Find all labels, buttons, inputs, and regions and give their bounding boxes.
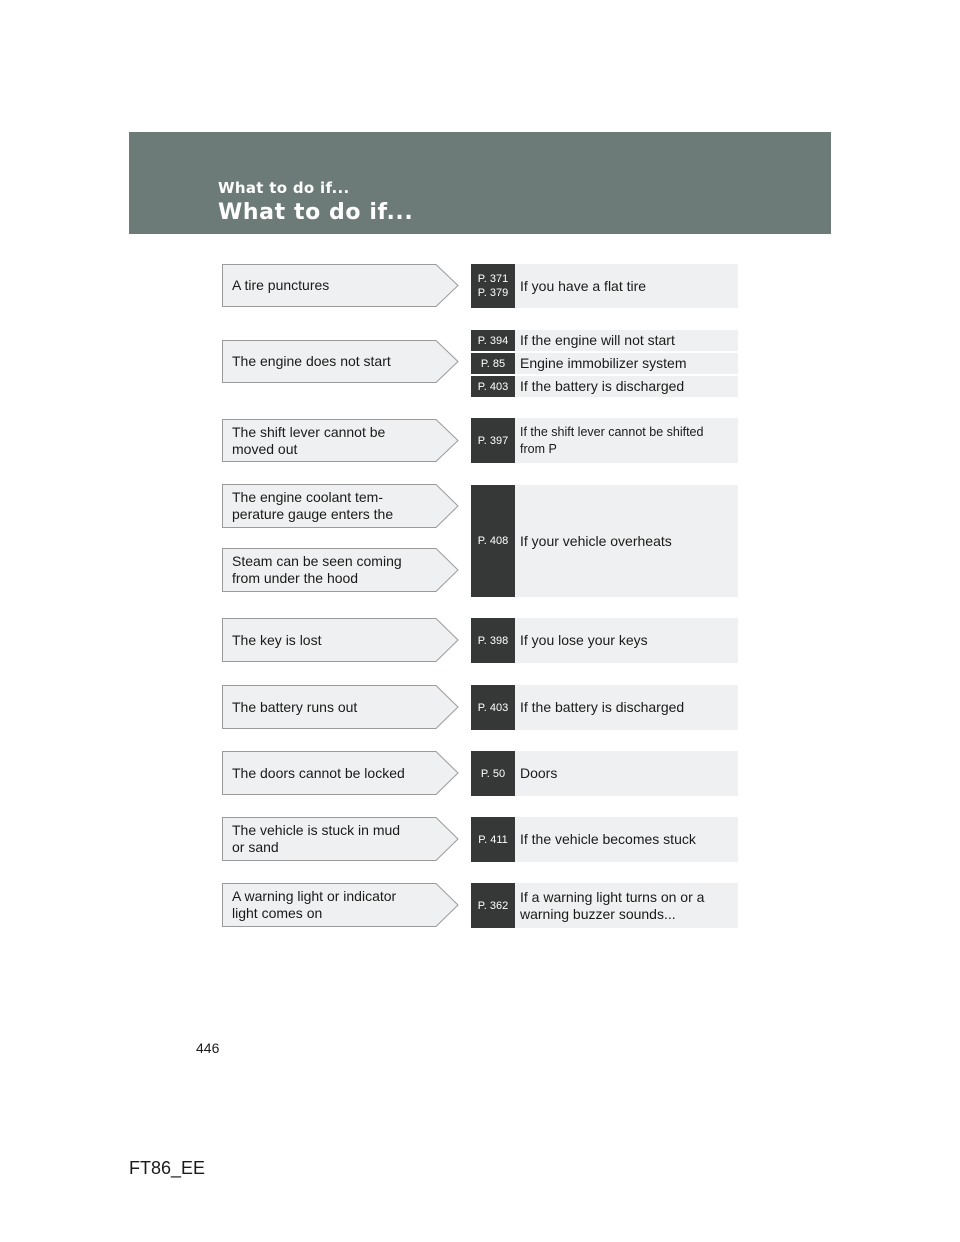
condition-text: The shift lever cannot be moved out — [232, 423, 386, 457]
condition-text: The doors cannot be locked — [232, 764, 405, 781]
condition-tire-punctures — [222, 264, 458, 307]
result-vehicle-stuck[interactable] — [471, 817, 738, 862]
result-battery-discharged-2[interactable] — [471, 685, 738, 730]
result-text: If you have a flat tire — [520, 277, 647, 294]
result-text: If the battery is discharged — [520, 699, 685, 715]
footer-code: FT86_EE — [129, 1158, 206, 1178]
condition-engine-not-start — [222, 340, 458, 383]
page-ref-2[interactable]: P. 379 — [477, 287, 509, 299]
page-reference[interactable]: P. 394 — [471, 330, 515, 351]
condition-doors-not-locked — [222, 751, 458, 795]
condition-text: The vehicle is stuck in mud or sand — [232, 822, 401, 855]
page-reference[interactable]: P. 403 — [471, 376, 515, 397]
result-text: Doors — [520, 765, 558, 781]
condition-text: The engine does not start — [232, 353, 391, 369]
result-engine-will-not-start[interactable] — [471, 330, 738, 351]
condition-key-lost — [222, 618, 458, 662]
result-shift-lever[interactable] — [471, 418, 738, 463]
result-text: If you lose your keys — [520, 632, 648, 648]
condition-battery-runs-out — [222, 685, 458, 729]
result-lose-keys[interactable] — [471, 618, 738, 663]
condition-shift-lever — [222, 419, 458, 462]
page-reference[interactable]: P. 85 — [471, 353, 515, 374]
result-text: If the vehicle becomes stuck — [520, 831, 696, 847]
result-battery-discharged[interactable] — [471, 376, 738, 397]
result-text: If the shift lever cannot be shifted from P — [520, 424, 704, 456]
page-number: 446 — [196, 1040, 220, 1056]
result-text: If a warning light turns on or a warning buzzer sounds... — [520, 888, 705, 922]
condition-text: The key is lost — [232, 631, 322, 648]
page-reference[interactable]: P. 397 — [471, 418, 515, 463]
condition-coolant-gauge — [222, 484, 458, 528]
condition-text: The battery runs out — [232, 698, 358, 715]
page-reference[interactable]: P. 403 — [471, 685, 515, 730]
condition-steam-hood — [222, 548, 458, 592]
result-overheats[interactable] — [471, 485, 738, 597]
condition-warning-light — [222, 883, 458, 927]
section-header — [129, 132, 831, 234]
result-flat-tire[interactable] — [471, 264, 738, 308]
page-reference[interactable]: P. 398 — [471, 618, 515, 663]
condition-text: Steam can be seen coming from under the hood — [232, 553, 402, 586]
result-text: Engine immobilizer system — [520, 355, 687, 371]
page-reference[interactable]: P. 411 — [471, 817, 515, 862]
condition-text: A tire punctures — [232, 277, 330, 293]
page-reference[interactable]: P. 408 — [471, 485, 515, 597]
condition-stuck-mud — [222, 817, 458, 861]
condition-text: The engine coolant tem- perature gauge enters the — [232, 489, 394, 522]
result-text: If the battery is discharged — [520, 378, 685, 394]
condition-text: A warning light or indicator light comes on — [232, 888, 397, 921]
result-engine-immobilizer[interactable] — [471, 353, 738, 374]
header-title: What to do if... — [218, 200, 414, 225]
page-ref-1[interactable]: P. 371 — [477, 273, 509, 285]
result-warning-light[interactable] — [471, 883, 738, 928]
page-reference[interactable]: P. 362 — [471, 883, 515, 928]
result-text: If the engine will not start — [520, 332, 675, 348]
result-text: If your vehicle overheats — [520, 532, 672, 549]
result-doors[interactable] — [471, 751, 738, 796]
header-subtitle: What to do if... — [218, 179, 350, 197]
page-reference[interactable]: P. 50 — [471, 751, 515, 796]
page-reference[interactable] — [471, 264, 515, 308]
